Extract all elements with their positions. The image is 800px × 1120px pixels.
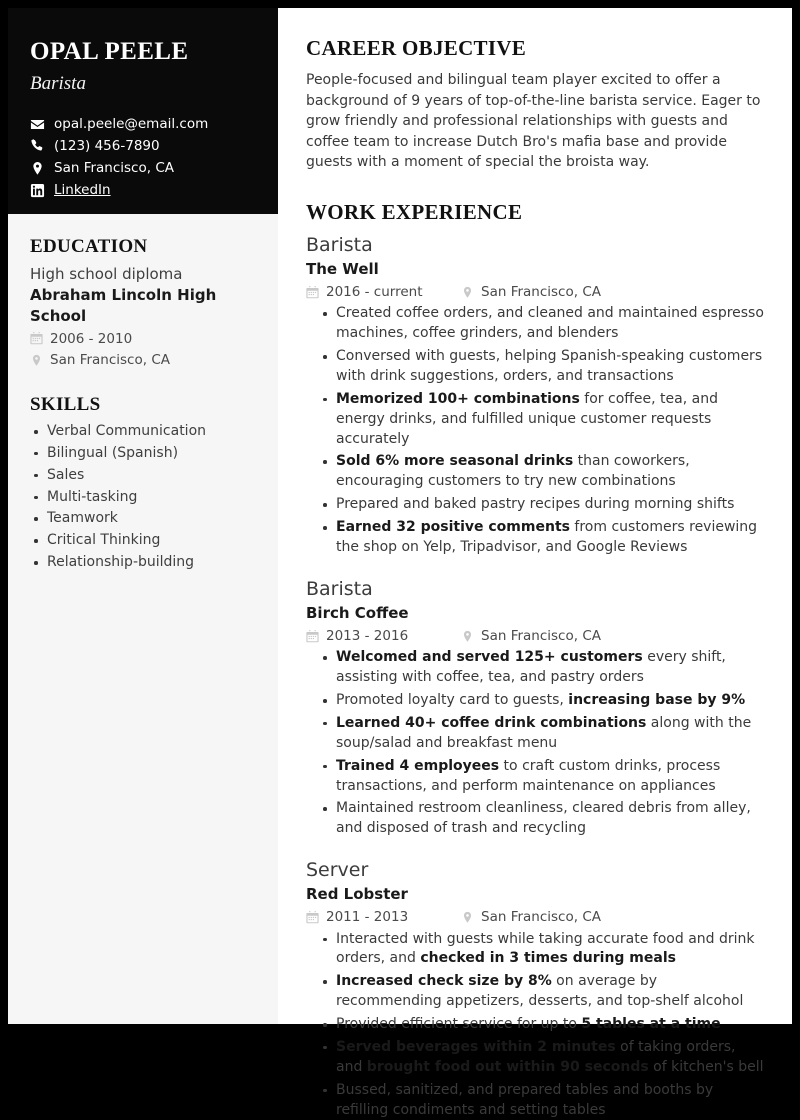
list-item: Sales (30, 466, 256, 485)
education-location-row (30, 352, 256, 368)
education-degree: High school diploma (30, 265, 183, 283)
contact-item-email[interactable] (30, 117, 256, 132)
career-objective-section (306, 36, 766, 173)
contact-list (30, 117, 256, 198)
list-item: Teamwork (30, 509, 256, 528)
list-item: Sold 6% more seasonal drinks than coworkers, encouraging customers to try new combinations (319, 452, 766, 492)
list-item: Learned 40+ coffee drink combinations along with the soup/salad and breakfast menu (319, 714, 766, 754)
phone-icon (30, 139, 45, 154)
job-company: Birch Coffee (306, 603, 409, 622)
skills-section (30, 394, 256, 572)
education-school: Abraham Lincoln High School (30, 286, 217, 325)
job-list (306, 234, 766, 1120)
job-location-cell (461, 628, 601, 644)
education-heading: EDUCATION (30, 236, 148, 257)
list-item: Prepared and baked pastry recipes during morning shifts (319, 495, 766, 515)
list-item: Trained 4 employees to craft custom drinks, process transactions, and perform maintenance on appliances (319, 757, 766, 797)
job-dates-cell (306, 628, 461, 644)
contact-linkedin-link[interactable]: LinkedIn (54, 182, 111, 199)
education-dates: 2006 - 2010 (50, 330, 133, 347)
job-bullet-list (306, 930, 766, 1120)
career-objective-heading: CAREER OBJECTIVE (306, 36, 527, 60)
job-company: The Well (306, 259, 379, 278)
location-pin-icon (30, 161, 45, 176)
job-title: Barista (306, 577, 373, 600)
list-item: Served beverages within 2 minutes of taking orders, and brought food out within 90 seconds of kitchen's bell (319, 1038, 766, 1078)
candidate-job-title: Barista (30, 72, 86, 94)
calendar-icon (306, 911, 319, 924)
job-meta (306, 284, 766, 300)
envelope-icon (30, 117, 45, 132)
list-item: Interacted with guests while taking accurate food and drink orders, and checked in 3 times during meals (319, 930, 766, 970)
job-title: Barista (306, 233, 373, 256)
career-objective-text: People-focused and bilingual team player excited to offer a background of 9 years of top-of-the-line barista service. Eager to grow friendly and professional relationships with guests and coffee team to increase Dutch Bro's mafia base and provide guests with a moment of special the broista way. (306, 72, 761, 171)
job-dates-cell (306, 909, 461, 925)
work-experience-heading: WORK EXPERIENCE (306, 199, 523, 224)
job-dates: 2011 - 2013 (326, 909, 409, 926)
job-entry (306, 234, 766, 558)
list-item: Maintained restroom cleanliness, cleared debris from alley, and disposed of trash and recycling (319, 799, 766, 839)
list-item: Verbal Communication (30, 422, 256, 441)
calendar-icon (306, 630, 319, 643)
contact-location-text: San Francisco, CA (54, 160, 174, 177)
job-dates: 2013 - 2016 (326, 628, 409, 645)
list-item: Bilingual (Spanish) (30, 444, 256, 463)
main-content (278, 8, 792, 1118)
calendar-icon (306, 286, 319, 299)
job-dates: 2016 - current (326, 284, 423, 301)
job-bullet-list (306, 304, 766, 558)
contact-email-text: opal.peele@email.com (54, 116, 209, 133)
sidebar-body (8, 214, 278, 595)
sidebar-header (8, 8, 278, 214)
list-item: Relationship-building (30, 553, 256, 572)
list-item: Critical Thinking (30, 531, 256, 550)
list-item: Earned 32 positive comments from customers reviewing the shop on Yelp, Tripadvisor, and Google Reviews (319, 518, 766, 558)
list-item: Welcomed and served 125+ customers every shift, assisting with coffee, tea, and pastry orders (319, 648, 766, 688)
skills-heading: SKILLS (30, 394, 101, 416)
job-location: San Francisco, CA (481, 909, 601, 926)
linkedin-icon (30, 183, 45, 198)
list-item: Increased check size by 8% on average by recommending appetizers, desserts, and top-shelf alcohol (319, 972, 766, 1012)
location-pin-icon (461, 630, 474, 643)
job-dates-cell (306, 284, 461, 300)
contact-item-linkedin[interactable] (30, 183, 256, 198)
list-item: Promoted loyalty card to guests, increasing base by 9% (319, 691, 766, 711)
job-bullet-list (306, 648, 766, 839)
education-location: San Francisco, CA (50, 351, 170, 368)
education-section (30, 236, 256, 368)
work-experience-section (306, 200, 766, 1120)
job-meta (306, 909, 766, 925)
list-item: Created coffee orders, and cleaned and maintained espresso machines, coffee grinders, and blenders (319, 304, 766, 344)
candidate-name: OPAL PEELE (30, 38, 189, 65)
location-pin-icon (461, 286, 474, 299)
list-item: Multi-tasking (30, 488, 256, 507)
job-title: Server (306, 859, 369, 882)
list-item: Provided efficient service for up to 5 tables at a time (319, 1015, 766, 1035)
job-location: San Francisco, CA (481, 628, 601, 645)
list-item: Bussed, sanitized, and prepared tables and booths by refilling condiments and setting tables (319, 1081, 766, 1120)
job-location-cell (461, 909, 601, 925)
job-meta (306, 628, 766, 644)
job-location: San Francisco, CA (481, 284, 601, 301)
contact-item-phone[interactable] (30, 139, 256, 154)
education-dates-row (30, 331, 256, 347)
sidebar (8, 8, 278, 1024)
list-item: Memorized 100+ combinations for coffee, tea, and energy drinks, and fulfilled unique customer requests accurately (319, 390, 766, 450)
job-entry (306, 859, 766, 1120)
list-item: Conversed with guests, helping Spanish-speaking customers with drink suggestions, orders, and transactions (319, 347, 766, 387)
contact-item-location (30, 161, 256, 176)
job-entry (306, 578, 766, 839)
job-company: Red Lobster (306, 884, 408, 903)
calendar-icon (30, 332, 43, 345)
contact-phone-text: (123) 456-7890 (54, 138, 160, 155)
resume-sheet (8, 8, 792, 1118)
skills-list (30, 422, 256, 572)
location-pin-icon (30, 354, 43, 367)
location-pin-icon (461, 911, 474, 924)
job-location-cell (461, 284, 601, 300)
